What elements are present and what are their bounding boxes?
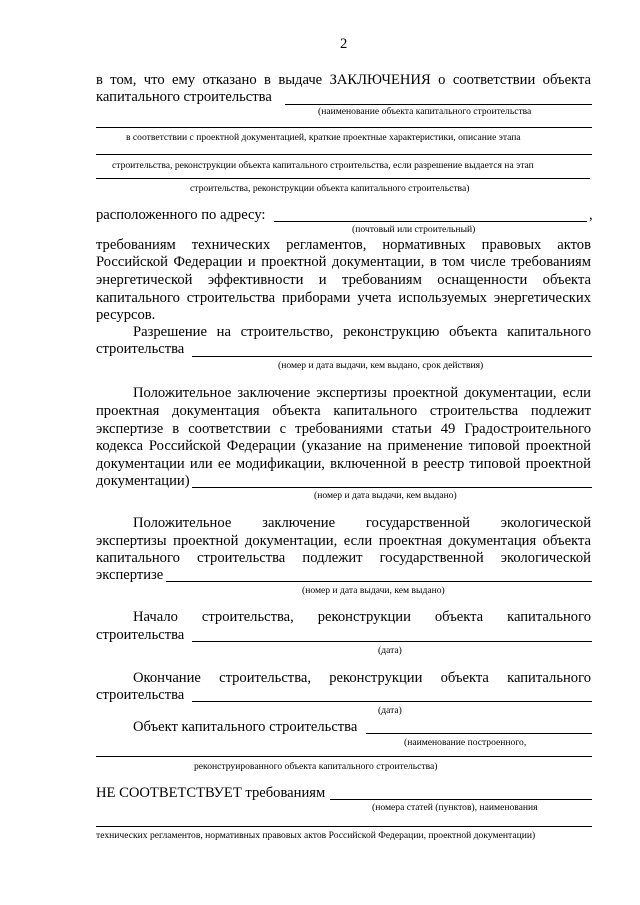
- nonconform-field-2[interactable]: [96, 826, 592, 827]
- intro-line-1: в том, что ему отказано в выдаче ЗАКЛЮЧЕНИЯ о соответствии объекта: [96, 72, 591, 88]
- nonconform-field[interactable]: [330, 799, 592, 800]
- expertise-line-5: документации или ее модификации, включенной в реестр типовой проектной: [96, 456, 591, 472]
- eco-field[interactable]: [166, 581, 592, 582]
- object-field-2[interactable]: [96, 756, 592, 757]
- intro-hint-1: (наименование объекта капитального строительства: [318, 106, 532, 117]
- permit-line-1: Разрешение на строительство, реконструкцию объекта капитального: [133, 324, 591, 340]
- end-date-field[interactable]: [192, 701, 592, 702]
- address-label: расположенного по адресу:: [96, 207, 266, 223]
- intro-line-2: капитального строительства: [96, 89, 272, 105]
- nonconform-hint-2: технических регламентов, нормативных правовых актов Российской Федерации, проектной документации): [96, 830, 536, 841]
- requirements-line-5: ресурсов.: [96, 307, 156, 323]
- object-hint-1: (наименование построенного,: [404, 737, 527, 748]
- requirements-line-2: Российской Федерации и проектной документации, в том числе требованиям: [96, 254, 591, 270]
- start-line-2: строительства: [96, 627, 185, 643]
- expertise-line-3: экспертизе в соответствии с требованиями статьи 49 Градостроительного: [96, 421, 591, 437]
- expertise-line-1: Положительное заключение экспертизы проектной документации, если: [133, 385, 591, 401]
- page-number: 2: [340, 36, 348, 52]
- address-field[interactable]: [274, 221, 587, 222]
- end-hint: (дата): [378, 705, 402, 716]
- permit-hint: (номер и дата выдачи, кем выдано, срок действия): [278, 360, 484, 371]
- object-name-field-3[interactable]: [96, 154, 592, 155]
- object-label: Объект капитального строительства: [133, 719, 358, 735]
- start-date-field[interactable]: [192, 641, 592, 642]
- expertise-field[interactable]: [192, 487, 592, 488]
- permit-field[interactable]: [192, 356, 592, 357]
- eco-line-1: Положительное заключение государственной экологической: [133, 515, 591, 531]
- nonconform-hint-1: (номера статей (пунктов), наименования: [372, 802, 538, 813]
- requirements-line-1: требованиям технических регламентов, нормативных правовых актов: [96, 237, 591, 253]
- start-hint: (дата): [378, 645, 402, 656]
- intro-hint-3: строительства, реконструкции объекта капитального строительства, если разрешение выдается на этап: [112, 160, 534, 171]
- expertise-line-4: кодекса Российской Федерации (указание на применение типовой проектной: [96, 438, 591, 454]
- eco-line-3: капитального строительства подлежит государственной экологической: [96, 550, 591, 566]
- expertise-line-2: проектная документация объекта капитального строительства подлежит: [96, 403, 591, 419]
- nonconform-label: НЕ СООТВЕТСТВУЕТ требованиям: [96, 785, 326, 801]
- object-name-field[interactable]: [285, 104, 592, 105]
- address-comma: ,: [589, 207, 593, 223]
- intro-hint-2: в соответствии с проектной документацией, краткие проектные характеристики, описание этапа: [126, 132, 521, 143]
- eco-line-4: экспертизе: [96, 567, 164, 583]
- expertise-line-6: документации): [96, 473, 190, 489]
- eco-line-2: экспертизы проектной документации, если проектная документация объекта: [96, 533, 591, 549]
- permit-line-2: строительства: [96, 341, 185, 357]
- object-name-field-2[interactable]: [96, 127, 592, 128]
- object-hint-2: реконструированного объекта капитального строительства): [194, 761, 438, 772]
- start-line-1: Начало строительства, реконструкции объекта капитального: [133, 609, 591, 625]
- end-line-2: строительства: [96, 687, 185, 703]
- eco-hint: (номер и дата выдачи, кем выдано): [302, 585, 445, 596]
- requirements-line-4: капитального строительства приборами учета используемых энергетических: [96, 290, 591, 306]
- end-line-1: Окончание строительства, реконструкции объекта капитального: [133, 670, 591, 686]
- object-name-field-4[interactable]: [96, 178, 590, 179]
- address-hint: (почтовый или строительный): [352, 224, 476, 235]
- requirements-line-3: энергетической эффективности и требованиям оснащенности объекта: [96, 272, 591, 288]
- object-field[interactable]: [366, 733, 592, 734]
- expertise-hint: (номер и дата выдачи, кем выдано): [314, 490, 457, 501]
- intro-hint-4: строительства, реконструкции объекта капитального строительства): [190, 183, 470, 194]
